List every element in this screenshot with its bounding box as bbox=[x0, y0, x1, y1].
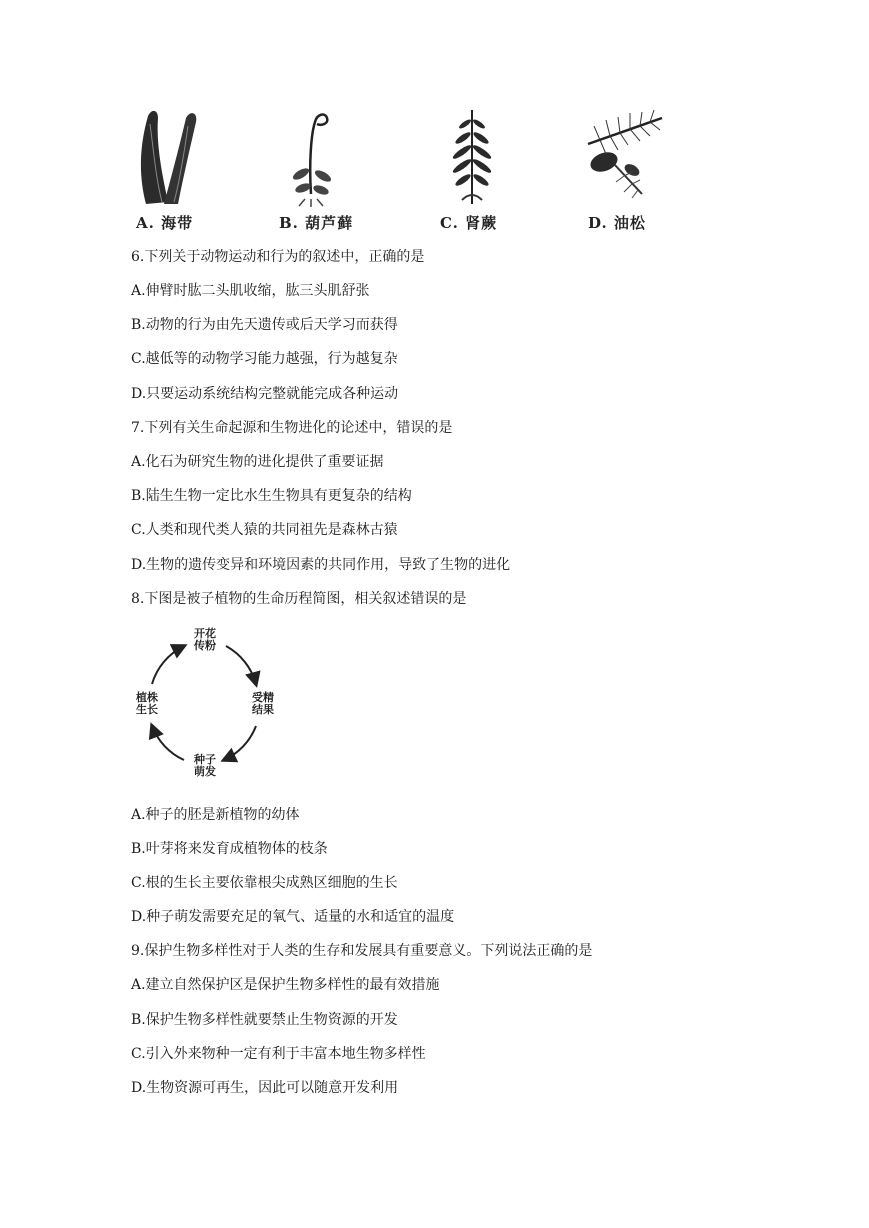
plant-pine bbox=[580, 104, 700, 239]
question-8-option-b: B.叶芽将来发育成植物体的枝条 bbox=[131, 841, 328, 857]
cycle-node-top: 开花 传粉 bbox=[194, 627, 216, 652]
question-7-stem: 7.下列有关生命起源和生物进化的论述中，错误的是 bbox=[131, 420, 453, 436]
question-6-option-b: B.动物的行为由先天遗传或后天学习而获得 bbox=[131, 317, 398, 333]
plant-label-d: D. 油松 bbox=[588, 214, 646, 232]
question-6-option-c: C.越低等的动物学习能力越强，行为越复杂 bbox=[131, 351, 398, 367]
question-7-option-b: B.陆生生物一定比水生生物具有更复杂的结构 bbox=[131, 488, 412, 504]
plant-kelp bbox=[128, 104, 248, 239]
question-8-stem: 8.下图是被子植物的生命历程简图，相关叙述错误的是 bbox=[131, 591, 467, 607]
plant-label-c: C. 肾蕨 bbox=[440, 214, 498, 232]
fern-icon bbox=[432, 104, 512, 209]
moss-icon bbox=[271, 104, 351, 209]
cycle-node-right: 受精 结果 bbox=[252, 691, 274, 716]
question-6-option-d: D.只要运动系统结构完整就能完成各种运动 bbox=[131, 386, 399, 402]
pine-icon bbox=[580, 104, 670, 209]
question-8-option-d: D.种子萌发需要充足的氧气、适量的水和适宜的温度 bbox=[131, 909, 455, 925]
plant-moss bbox=[271, 104, 391, 239]
plant-fern bbox=[432, 104, 552, 239]
question-6-option-a: A.伸臂时肱二头肌收缩，肱三头肌舒张 bbox=[131, 283, 370, 299]
question-8-option-a: A.种子的胚是新植物的幼体 bbox=[131, 807, 300, 823]
cycle-node-bottom: 种子 萌发 bbox=[194, 753, 216, 778]
question-8-option-c: C.根的生长主要依靠根尖成熟区细胞的生长 bbox=[131, 875, 398, 891]
life-cycle-diagram bbox=[128, 622, 298, 782]
question-7-option-d: D.生物的遗传变异和环境因素的共同作用，导致了生物的进化 bbox=[131, 557, 511, 573]
question-9-option-a: A.建立自然保护区是保护生物多样性的最有效措施 bbox=[131, 977, 440, 993]
question-9-stem: 9.保护生物多样性对于人类的生存和发展具有重要意义。下列说法正确的是 bbox=[131, 943, 593, 959]
question-9-option-d: D.生物资源可再生，因此可以随意开发利用 bbox=[131, 1080, 399, 1096]
question-6-stem: 6.下列关于动物运动和行为的叙述中，正确的是 bbox=[131, 249, 425, 265]
kelp-icon bbox=[128, 104, 208, 209]
question-7-option-a: A.化石为研究生物的进化提供了重要证据 bbox=[131, 454, 384, 470]
plant-label-b: B. 葫芦藓 bbox=[279, 214, 354, 232]
plant-figure bbox=[128, 104, 688, 239]
question-9-option-b: B.保护生物多样性就要禁止生物资源的开发 bbox=[131, 1012, 398, 1028]
cycle-node-left: 植株 生长 bbox=[136, 691, 158, 716]
plant-label-a: A. 海带 bbox=[136, 214, 194, 232]
question-7-option-c: C.人类和现代类人猿的共同祖先是森林古猿 bbox=[131, 522, 398, 538]
question-9-option-c: C.引入外来物种一定有利于丰富本地生物多样性 bbox=[131, 1046, 426, 1062]
